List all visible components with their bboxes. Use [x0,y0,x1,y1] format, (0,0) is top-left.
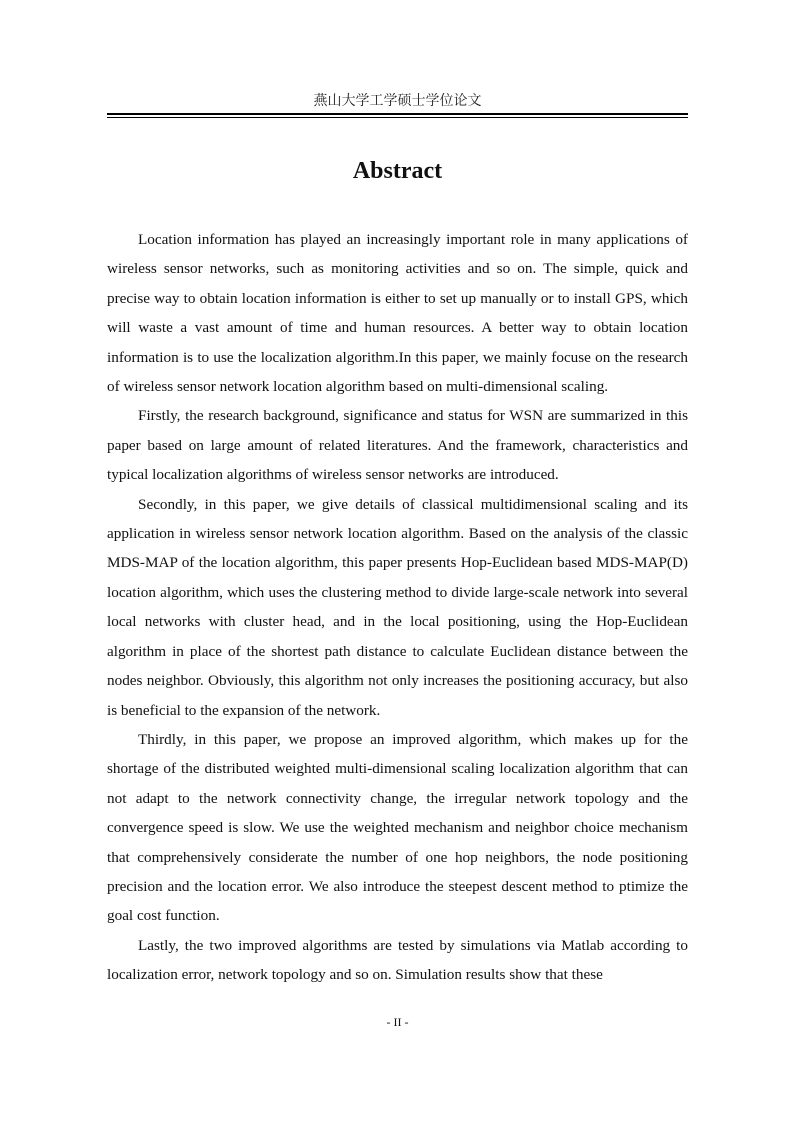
abstract-title: Abstract [352,158,443,184]
paragraph-thirdly: Thirdly, in this paper, we propose an improved algorithm, which makes up for the shortage of the distributed weighted multi-dimensional scaling localization algorithm that can not adapt to the network connectivity change, the irregular network topology and the convergence speed is slow. We use the weighted mechanism and neighbor choice mechanism that comprehensively considerate the number of one hop neighbors, the node positioning precision and the location error. We also introduce the steepest descent method to ptimize the goal cost function. [107,730,688,925]
abstract-body [107,225,688,990]
paragraph-intro: Location information has played an increasingly important role in many applications of wireless sensor networks, such as monitoring activities and so on. The simple, quick and precise way to obtain location information is either to set up manually or to install GPS, which will waste a vast amount of time and human resources. A better way to obtain location information is to use the localization algorithm.In this paper, we mainly focuse on the research of wireless sensor network location algorithm based on multi-dimensional scaling. [107,231,688,396]
running-header: 燕山大学工学硕士学位论文 [313,94,482,109]
paragraph-firstly: Firstly, the research background, significance and status for WSN are summarized in this paper based on large amount of related literatures. And the framework, characteristics and typical localization algorithms of wireless sensor networks are introduced. [107,407,688,484]
header-rule-thin [107,117,688,118]
header-rule-thick [107,113,688,115]
paragraph-lastly: Lastly, the two improved algorithms are tested by simulations via Matlab according to localization error, network topology and so on. Simulation results show that these [107,936,688,984]
paragraph-secondly: Secondly, in this paper, we give details of classical multidimensional scaling and its application in wireless sensor network location algorithm. Based on the analysis of the classic MDS-MAP of the location algorithm, this paper presents Hop-Euclidean based MDS-MAP(D) location algorithm, which uses the clustering method to divide large-scale network into several local networks with cluster head, and in the local positioning, using the Hop-Euclidean algorithm in place of the shortest path distance to calculate Euclidean distance between the nodes neighbor. Obviously, this algorithm not only increases the positioning accuracy, but also is beneficial to the expansion of the network. [107,495,688,719]
page-number: - II - [386,1015,409,1029]
